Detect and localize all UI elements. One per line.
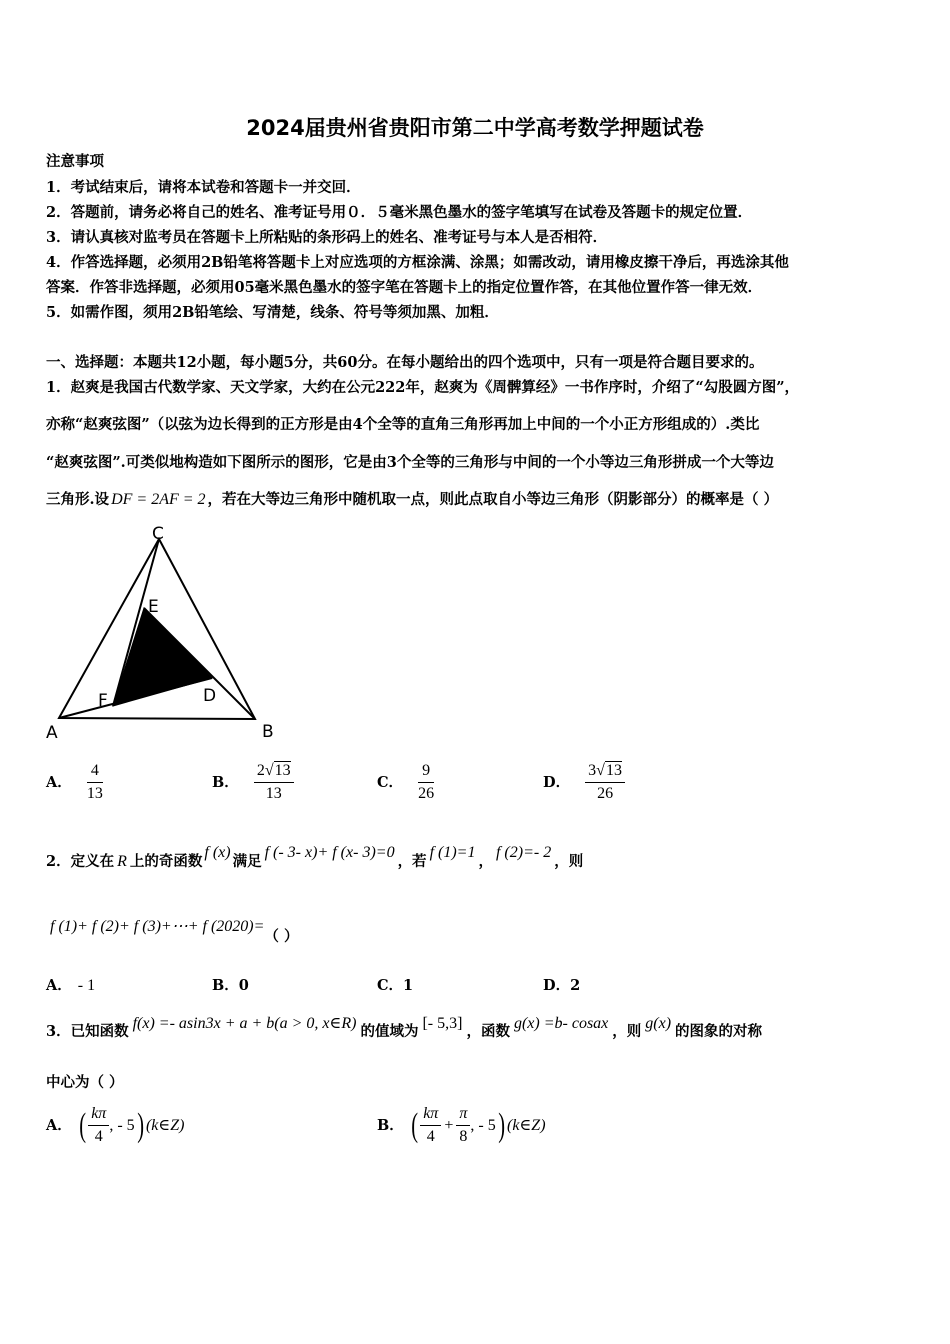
label-c: C xyxy=(152,524,164,544)
q1-option-c[interactable]: C． $\frac{9}{26}$ xyxy=(377,762,435,802)
q1-text-line: 亦称“赵爽弦图”（以弦为边长得到的正方形是由4个全等的直角三角形再加上中间的一个小正方形组成的）.类比 xyxy=(46,416,760,433)
notice-heading: 注意事项 xyxy=(46,153,104,170)
q3-stem-line2: 中心为（ ） xyxy=(46,1074,124,1091)
q1-math: DF = 2AF = 2 xyxy=(111,491,206,508)
notice-item: 4．作答选择题，必须用2B铅笔将答题卡上对应选项的方框涂满、涂黑；如需改动，请用橡皮擦干净后，再选涂其他 xyxy=(46,254,789,271)
notice-item: 1．考试结束后，请将本试卷和答题卡一并交回． xyxy=(46,179,361,196)
q2-sum: f (1)+ f (2)+ f (3)+⋯+ f (2020)=（ ） xyxy=(50,918,299,945)
label-d: D xyxy=(203,686,217,706)
q2-option-b[interactable]: B．0 xyxy=(212,977,249,994)
q1-option-b[interactable]: B． $\frac{2√13}{13}$ xyxy=(212,762,294,803)
q3-option-b[interactable]: B． ( $\frac{k\pi}{4}$ + $\frac{\pi}{8}$ , - 5) (k∈Z) xyxy=(377,1105,546,1145)
label-f: F xyxy=(98,691,108,711)
q1-text-line: 1．赵爽是我国古代数学家、天文学家，大约在公元222年，赵爽为《周髀算经》一书作序时，介绍了“勾股圆方图”， xyxy=(46,379,800,396)
q2-option-a[interactable]: A． - 1 xyxy=(46,977,96,994)
q1-text-line: 三角形.设 DF = 2AF = 2 ，若在大等边三角形中随机取一点，则此点取自小等边三角形（阴影部分）的概率是（ ） xyxy=(46,491,779,508)
page-title: 2024届贵州省贵阳市第二中学高考数学押题试卷 xyxy=(246,116,704,140)
q3-stem: 3．已知函数 f(x) =- asin3x + a + b(a > 0, x∈R) 的值域为 [- 5,3] ，函数 g(x) =b- cosax ，则 g(x) 的图象的对称 xyxy=(46,1015,763,1040)
notice-item: 5．如需作图，须用2B铅笔绘、写清楚，线条、符号等须加黑、加粗． xyxy=(46,304,499,321)
label-e: E xyxy=(148,597,159,617)
label-b: B xyxy=(262,722,274,742)
q2-option-d[interactable]: D．2 xyxy=(543,977,581,994)
q1-option-a[interactable]: A． $\frac{4}{13}$ xyxy=(46,762,103,802)
q3-option-a[interactable]: A． ( $\frac{k\pi}{4}$ , - 5) (k∈Z) xyxy=(46,1105,185,1145)
label-a: A xyxy=(46,723,58,743)
notice-item: 3．请认真核对监考员在答题卡上所粘贴的条形码上的姓名、准考证号与本人是否相符． xyxy=(46,229,608,246)
q1-text-line: “赵爽弦图”.可类似地构造如下图所示的图形，它是由3个全等的三角形与中间的一个小等边三角形拼成一个大等边 xyxy=(46,454,774,471)
section-heading: 一、选择题：本题共12小题，每小题5分，共60分。在每小题给出的四个选项中，只有一项是符合题目要求的。 xyxy=(46,354,764,371)
notice-item: 2．答题前，请务必将自己的姓名、准考证号用０．５毫米黑色墨水的签字笔填写在试卷及答题卡的规定位置． xyxy=(46,204,753,221)
q1-option-d[interactable]: D． $\frac{3√13}{26}$ xyxy=(543,762,625,803)
q2-stem: 2．定义在 R 上的奇函数f (x)满足f (- 3- x)+ f (x- 3)=0，若f (1)=1，f (2)=- 2，则 xyxy=(46,844,584,870)
q2-option-c[interactable]: C．1 xyxy=(377,977,414,994)
notice-item: 答案．作答非选择题，必须用05毫米黑色墨水的签字笔在答题卡上的指定位置作答，在其他位置作答一律无效． xyxy=(46,279,763,296)
triangle-figure xyxy=(40,520,290,745)
